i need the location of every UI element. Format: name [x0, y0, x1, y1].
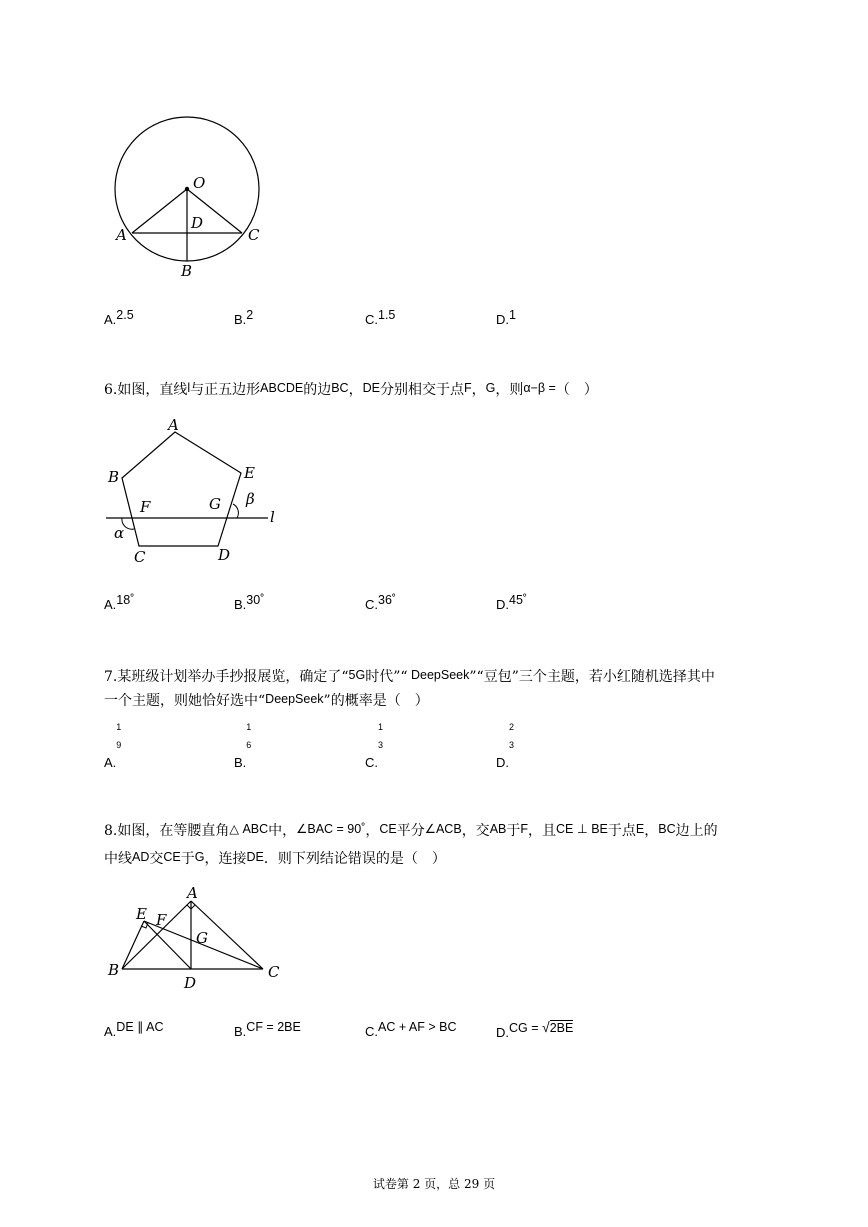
circle-figure [100, 110, 280, 285]
q6-question: 6.如图，直线l与正五边形ABCDE的边BC，DE分别相交于点F，G，则α−β =（ ） [104, 381, 598, 398]
q7-option-a: A. 1 9 [104, 722, 122, 770]
q8-option-a: A.DE ∥ AC [104, 1020, 164, 1039]
q6-option-b: B.30˚ [234, 593, 265, 612]
q6-option-d: D.45˚ [496, 593, 528, 612]
label-F: F [140, 498, 151, 516]
label-A: A [187, 884, 198, 902]
label-l: l [270, 508, 275, 526]
sqrt-symbol: √ [542, 1019, 550, 1035]
label-B: B [108, 961, 120, 979]
label-D: D [191, 214, 204, 232]
q8-option-d: D.CG = √2BE [496, 1019, 574, 1040]
q7-question-line1: 7.某班级计划举办手抄报展览，确定了“5G时代”“ DeepSeek”“豆包”三个主题，若小红随机选择其中 [104, 668, 715, 685]
q7-question-line2: 一个主题，则她恰好选中“DeepSeek”的概率是（ ） [104, 692, 429, 709]
q5-option-d: D.1 [496, 308, 516, 327]
q5-option-b: B.2 [234, 308, 254, 327]
triangle-figure [100, 880, 290, 995]
label-B: B [108, 468, 120, 486]
label-C: C [268, 963, 280, 981]
fraction: 1 3 [378, 722, 384, 750]
q8-option-c: C.AC + AF > BC [365, 1020, 457, 1039]
label-O: O [193, 174, 206, 192]
q8-question-line2: 中线AD交CE于G，连接DE．则下列结论错误的是（ ） [104, 850, 446, 867]
label-C: C [134, 548, 146, 566]
fraction: 2 3 [509, 722, 515, 750]
q5-option-a: A.2.5 [104, 308, 134, 327]
label-A: A [168, 416, 179, 434]
q7-option-c: C. 1 3 [365, 722, 384, 770]
q8-question-line1: 8.如图，在等腰直角△ ABC中，∠BAC = 90˚，CE平分∠ACB，交AB于F，且CE ⊥ BE于点E，BC边上的 [104, 822, 718, 839]
label-A: A [116, 226, 127, 244]
label-D: D [184, 974, 197, 992]
q6-option-a: A.18˚ [104, 593, 135, 612]
label-C: C [248, 226, 260, 244]
label-D: D [218, 546, 231, 564]
q7-option-b: B. 1 6 [234, 722, 252, 770]
q6-option-c: C.36˚ [365, 593, 397, 612]
label-G: G [196, 929, 208, 947]
label-E: E [136, 905, 147, 923]
label-G: G [209, 495, 221, 513]
q8-option-b: B.CF = 2BE [234, 1020, 301, 1039]
fraction: 1 6 [246, 722, 252, 750]
q5-option-c: C.1.5 [365, 308, 396, 327]
label-beta: β [246, 490, 255, 508]
pentagon-figure [100, 412, 290, 572]
fraction: 1 9 [116, 722, 122, 750]
label-F: F [156, 911, 167, 929]
label-E: E [244, 464, 255, 482]
q7-option-d: D. 2 3 [496, 722, 515, 770]
label-B: B [181, 262, 193, 280]
label-alpha: α [114, 524, 125, 542]
page-footer: 试卷第 2 页，总 29 页 [372, 1177, 496, 1191]
